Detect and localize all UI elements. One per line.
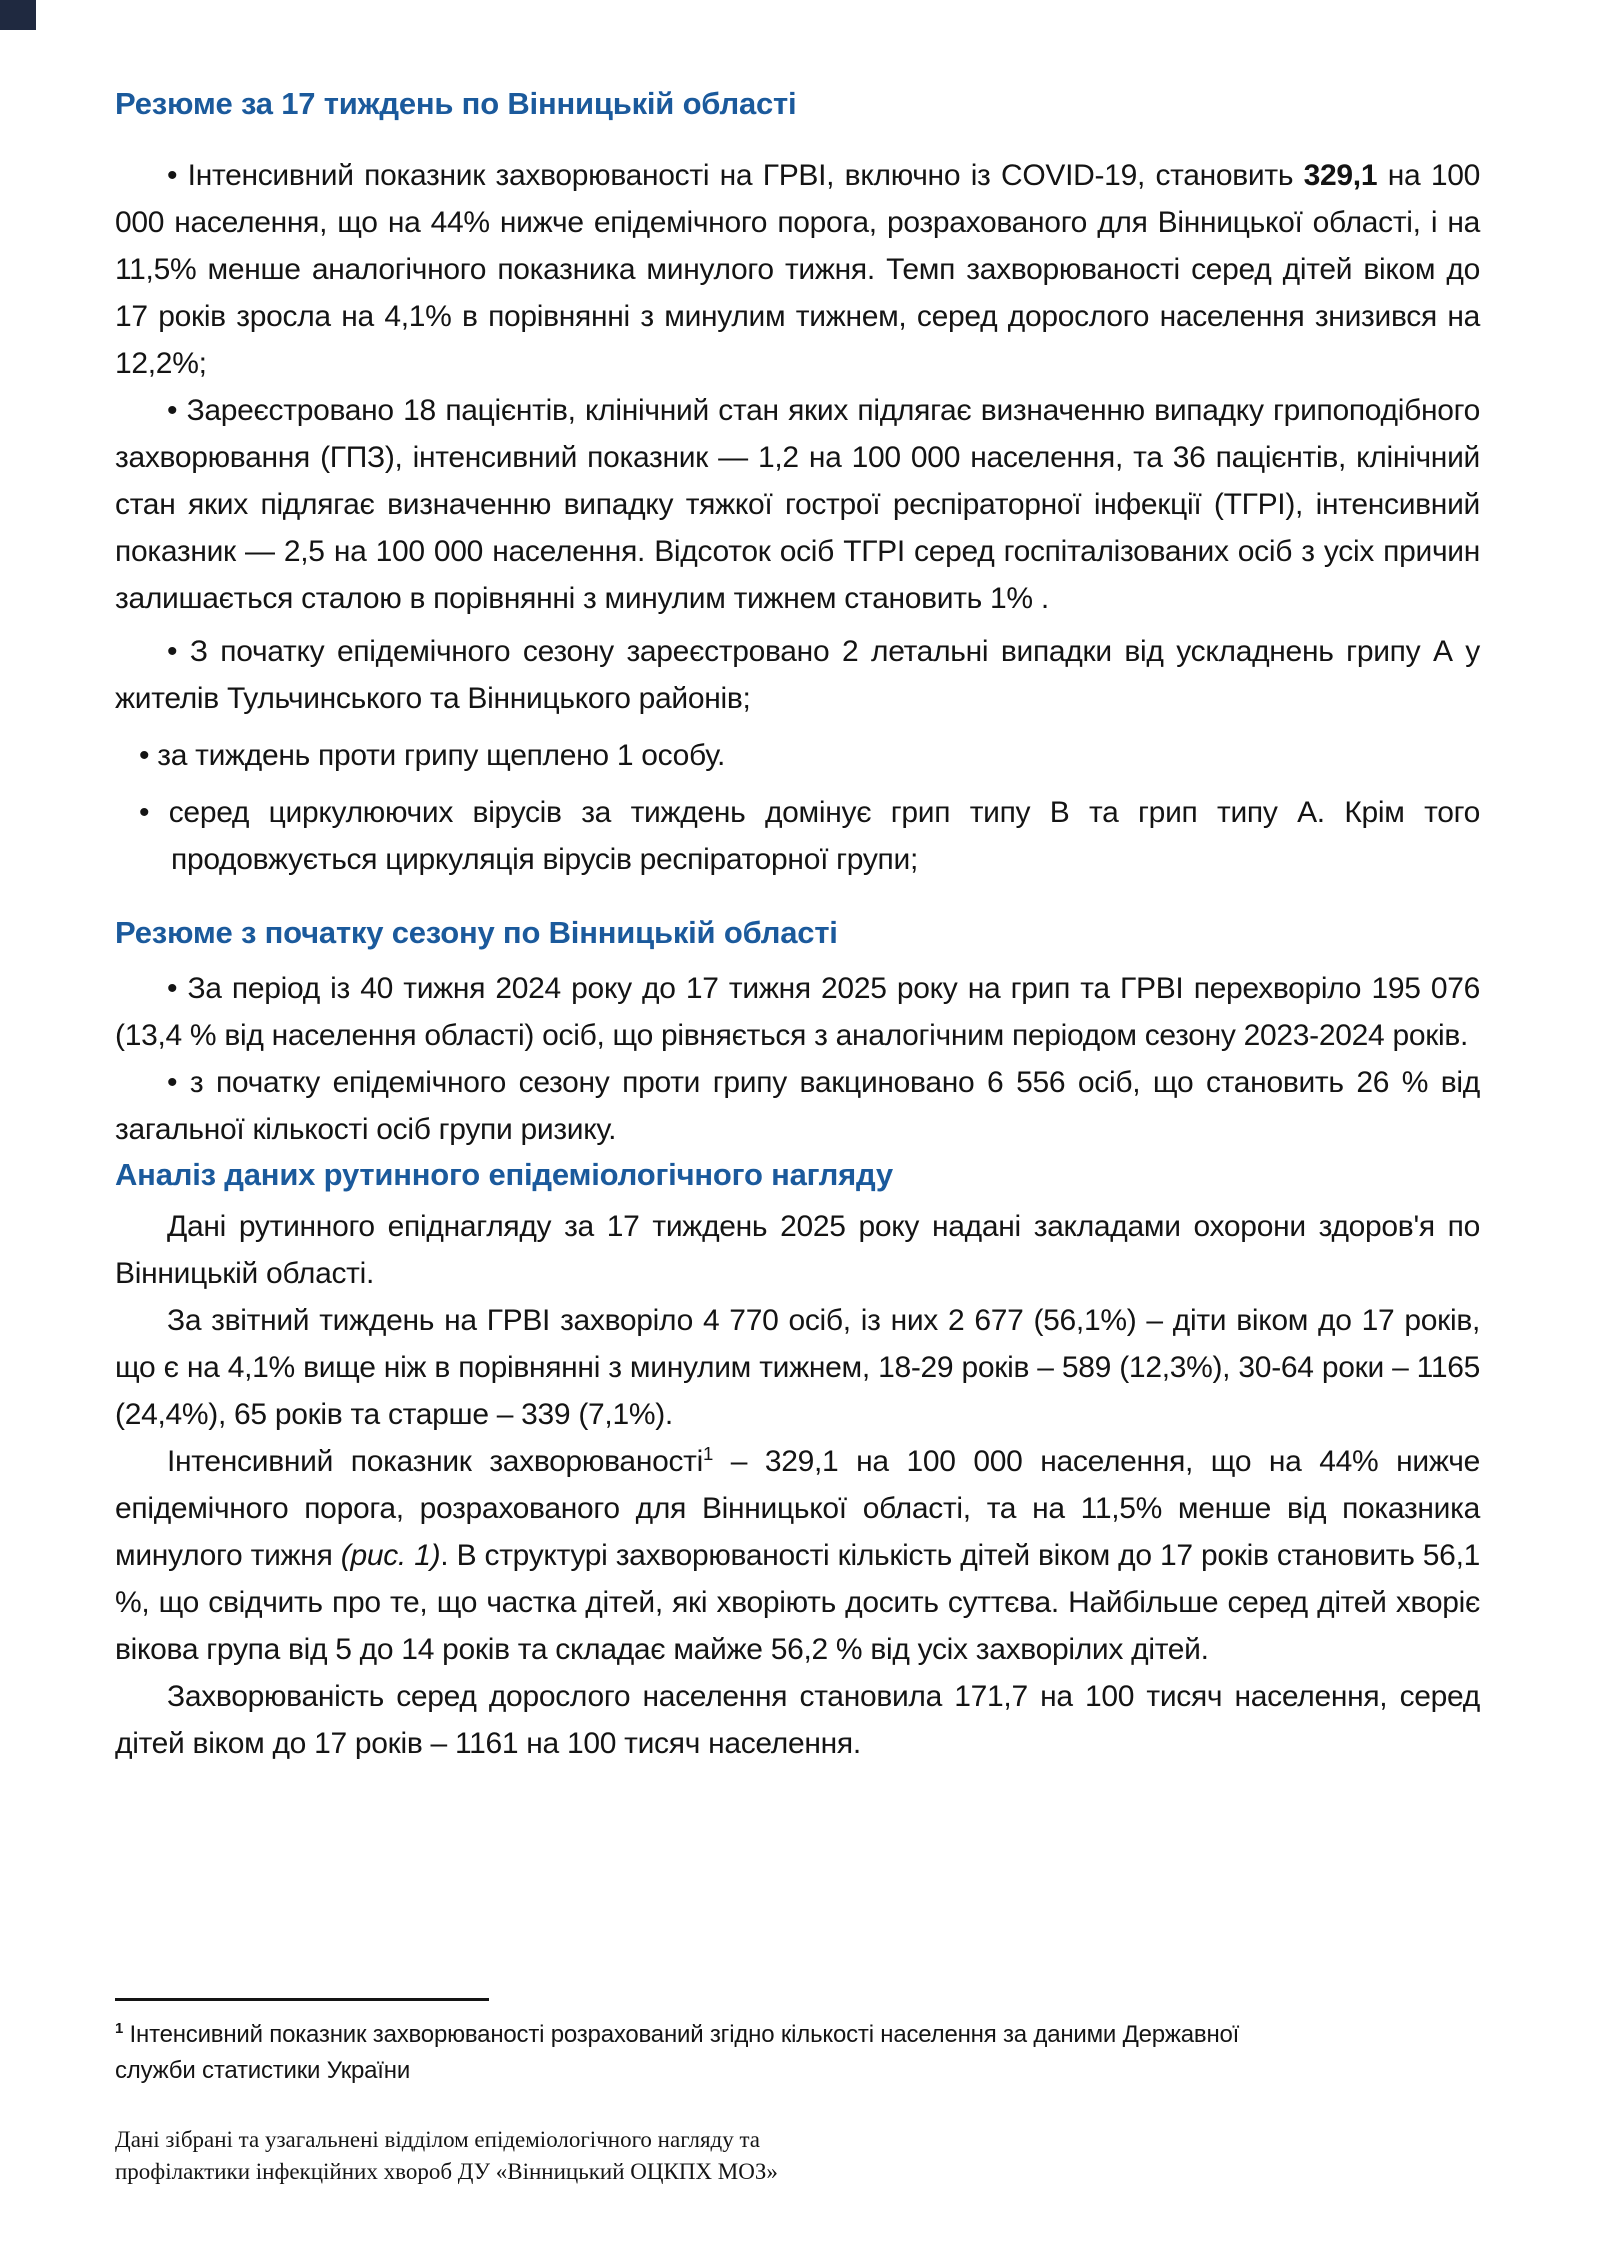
heading-routine-analysis: Аналіз даних рутинного епідеміологічного нагляду bbox=[115, 1157, 893, 1192]
para-adult-children-rates: Захворюваність серед дорослого населення становила 171,7 на 100 тисяч населення, серед дітей віком до 17 років – 1161 на 100 тисяч населення. bbox=[115, 1680, 1480, 1760]
footnote-area bbox=[115, 1998, 1480, 2089]
para-routine-data-source: Дані рутинного епіднагляду за 17 тиждень 2025 року надані закладами охорони здоров'я по Вінницькій області. bbox=[115, 1210, 1480, 1290]
page-corner-mark bbox=[0, 0, 36, 30]
heading-summary-week: Резюме за 17 тиждень по Вінницькій області bbox=[115, 86, 797, 121]
para-lethal-cases: • З початку епідемічного сезону зареєстровано 2 летальні випадки від ускладнень грипу А у жителів Тульчинського та Вінницького районів; bbox=[115, 635, 1480, 715]
para-season-vaccinated: • з початку епідемічного сезону проти грипу вакциновано 6 556 осіб, що становить 26 % від загальної кількості осіб групи ризику. bbox=[115, 1066, 1480, 1146]
para-intensity-analysis: Інтенсивний показник захворюваності$^1$ – 329,1 на 100 000 населення, що на 44% нижче епідемічного порога, розрахованого для Вінницької області, та на 11,5% менше від показника минулого тижня (рис. 1). В структурі захворюваності кількість дітей віком до 17 років становить 56,1 %, що свідчить про те, що частка дітей, які хворіють досить суттєва. Найбільше серед дітей хворіє вікова група від 5 до 14 років та складає майже 56,2 % від усіх захворілих дітей. bbox=[115, 1443, 1480, 1666]
para-season-period: • За період із 40 тижня 2024 року до 17 тижня 2025 року на грип та ГРВІ перехворіло 195 076 (13,4 % від населення області) осіб, що рівняється з аналогічним періодом сезону 2023-2024 років. bbox=[115, 972, 1480, 1052]
heading-summary-season: Резюме з початку сезону по Вінницькій області bbox=[115, 915, 838, 950]
para-week-cases-breakdown: За звітний тиждень на ГРВІ захворіло 4 770 осіб, із них 2 677 (56,1%) – діти віком до 17 років, що є на 4,1% вище ніж в порівнянні з минулим тижнем, 18-29 років – 589 (12,3%), 30-64 роки – 1165 (24,4%), 65 років та старше – 339 (7,1%). bbox=[115, 1304, 1480, 1431]
bullet-vaccinated-week: • за тиждень проти грипу щеплено 1 особу. bbox=[139, 739, 725, 772]
footer-data-attribution: Дані зібрані та узагальнені відділом епідеміологічного нагляду та профілактики інфекційних хвороб ДУ «Вінницький ОЦКПХ МОЗ» bbox=[115, 2127, 778, 2184]
footnote-population-source: $^1$ Інтенсивний показник захворюваності розрахований згідно кількості населення за даними Державної служби статистики України bbox=[115, 2021, 1240, 2084]
para-intensity-indicator: • Інтенсивний показник захворюваності на ГРВІ, включно із COVID-19, становить 329,1 на 100 000 населення, що на 44% нижче епідемічного порога, розрахованого для Вінницької області, і на 11,5% менше аналогічного показника минулого тижня. Темп захворюваності серед дітей віком до 17 років зросла на 4,1% в порівнянні з минулим тижнем, серед дорослого населення знизився на 12,2%; bbox=[115, 159, 1480, 380]
para-registered-patients: • Зареєстровано 18 пацієнтів, клінічний стан яких підлягає визначенню випадку грипоподібного захворювання (ГПЗ), інтенсивний показник — 1,2 на 100 000 населення, та 36 пацієнтів, клінічний стан яких підлягає визначенню випадку тяжкої гострої респіраторної інфекції (ТГРІ), інтенсивний показник — 2,5 на 100 000 населення. Відсоток осіб ТГРІ серед госпіталізованих осіб з усіх причин залишається сталою в порівнянні з минулим тижнем становить 1% . bbox=[115, 394, 1480, 615]
bullet-circulating-viruses: • серед циркулюючих вірусів за тиждень домінує грип типу В та грип типу А. Крім того продовжується циркуляція вірусів респіраторної групи; bbox=[139, 796, 1480, 876]
footnote-separator bbox=[115, 1998, 489, 2001]
